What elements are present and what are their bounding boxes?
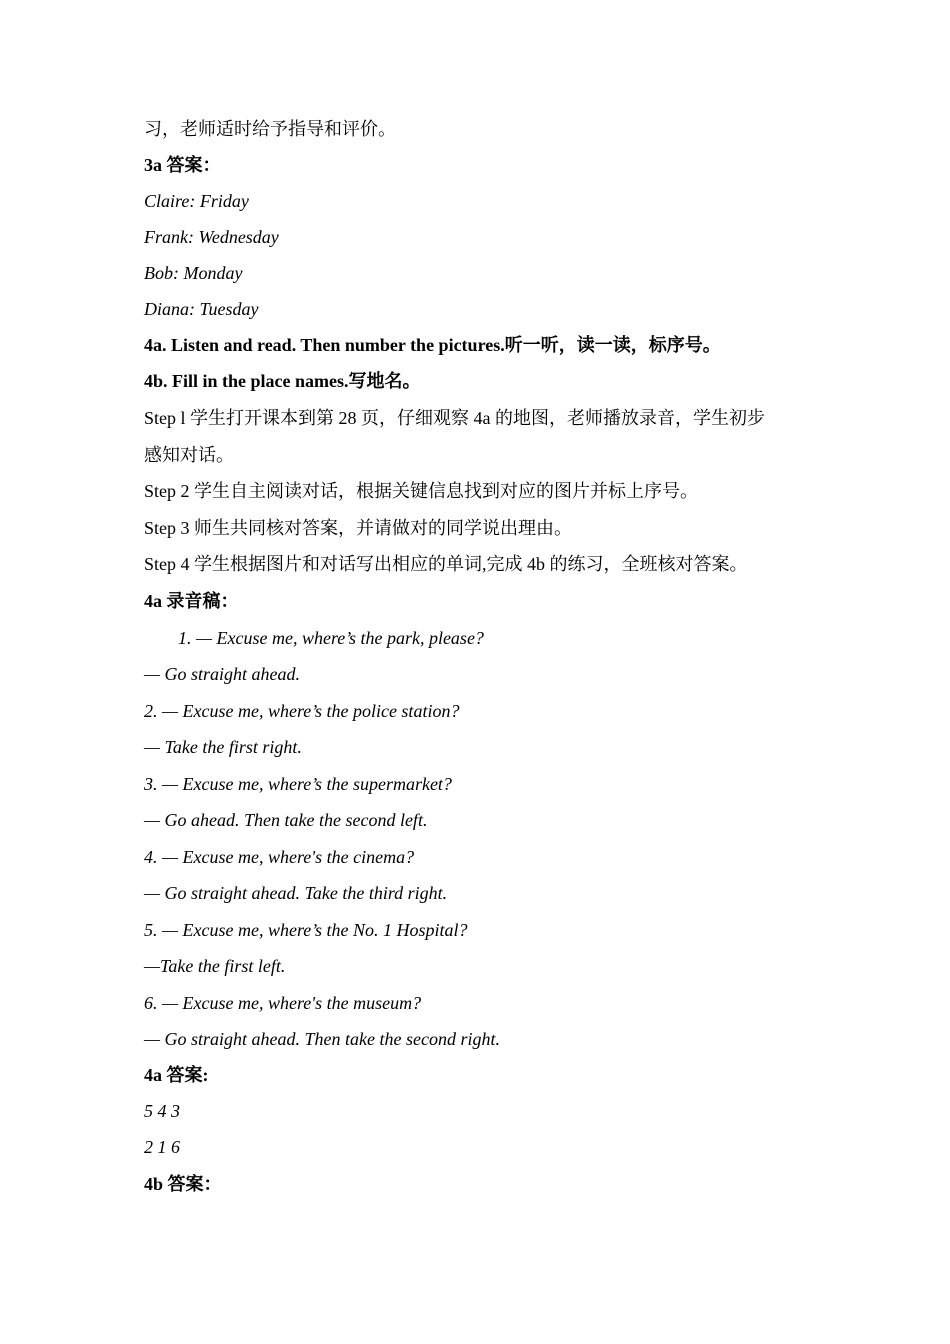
- answer-row-1: 5 4 3: [144, 1101, 180, 1121]
- dialogue-3-question: 3. — Excuse me, where’s the supermarket?: [144, 774, 452, 794]
- step-1-line: Step l 学生打开课本到第 28 页，仔细观察 4a 的地图，老师播放录音，学生初步: [144, 408, 765, 428]
- heading-4a-answers: 4a 答案:: [144, 1065, 209, 1085]
- dialogue-4-answer: — Go straight ahead. Take the third right.: [144, 883, 448, 903]
- answer-bob: Bob: Monday: [144, 263, 243, 283]
- step-4-line: Step 4 学生根据图片和对话写出相应的单词,完成 4b 的练习，全班核对答案。: [144, 554, 748, 574]
- dialogue-2-answer: — Take the first right.: [144, 737, 302, 757]
- answer-row-2: 2 1 6: [144, 1137, 180, 1157]
- heading-4b-answers: 4b 答案：: [144, 1174, 222, 1194]
- text-line-feedback: 习，老师适时给予指导和评价。: [144, 119, 396, 139]
- step-2-line: Step 2 学生自主阅读对话，根据关键信息找到对应的图片并标上序号。: [144, 481, 698, 501]
- heading-3a-answers: 3a 答案：: [144, 155, 221, 175]
- dialogue-5-answer: —Take the first left.: [144, 956, 286, 976]
- heading-4a-script: 4a 录音稿：: [144, 591, 239, 611]
- dialogue-1-question: 1. — Excuse me, where’s the park, please?: [178, 628, 484, 648]
- dialogue-5-question: 5. — Excuse me, where’s the No. 1 Hospital?: [144, 920, 468, 940]
- dialogue-2-question: 2. — Excuse me, where’s the police station?: [144, 701, 460, 721]
- dialogue-4-question: 4. — Excuse me, where's the cinema?: [144, 847, 415, 867]
- dialogue-1-answer: — Go straight ahead.: [144, 664, 301, 684]
- answer-claire: Claire: Friday: [144, 191, 249, 211]
- step-1-continuation: 感知对话。: [144, 445, 234, 465]
- step-3-line: Step 3 师生共同核对答案，并请做对的同学说出理由。: [144, 518, 572, 538]
- dialogue-6-question: 6. — Excuse me, where's the museum?: [144, 993, 422, 1013]
- dialogue-6-answer: — Go straight ahead. Then take the second right.: [144, 1029, 500, 1049]
- answer-diana: Diana: Tuesday: [144, 299, 259, 319]
- heading-4a-task: 4a. Listen and read. Then number the pictures.听一听，读一读，标序号。: [144, 335, 721, 355]
- answer-frank: Frank: Wednesday: [144, 227, 279, 247]
- dialogue-3-answer: — Go ahead. Then take the second left.: [144, 810, 428, 830]
- heading-4b-task: 4b. Fill in the place names.写地名。: [144, 371, 421, 391]
